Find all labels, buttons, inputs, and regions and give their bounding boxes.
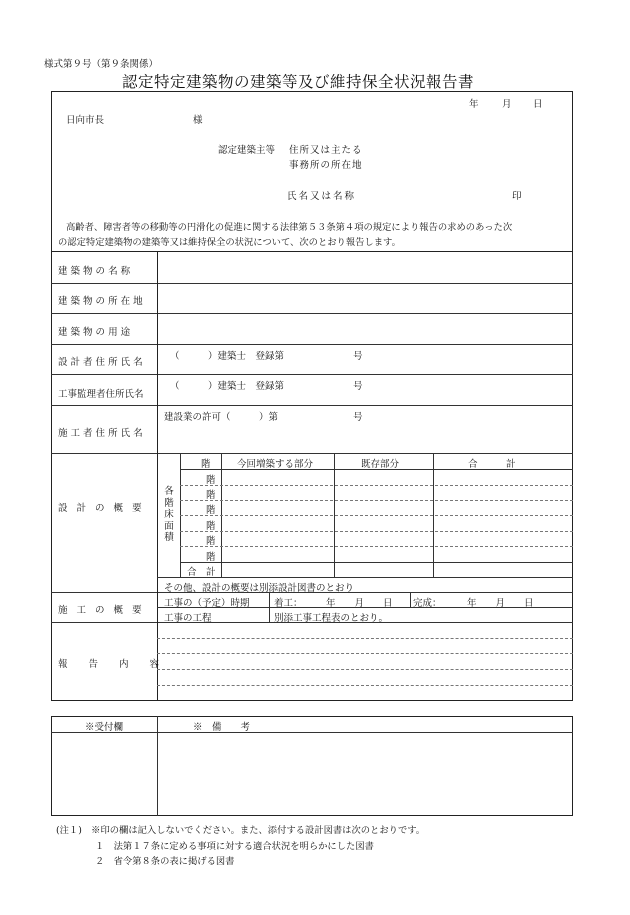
process-label: 工事の工程 [164,613,212,624]
floor-header-addition: 今回増築する部分 [237,459,314,470]
contractor-permit-number: 号 [353,412,363,423]
addressee-name: 日向市長 [66,115,105,126]
floor-row-suffix: 階 [206,475,216,486]
floor-row-suffix: 階 [206,536,216,547]
reception-label: ※受付欄 [85,722,124,733]
form-number: 様式第９号（第９条関係） [44,59,159,70]
seal-mark: 印 [512,191,522,202]
schedule-start-date: 年 月 日 [326,598,393,609]
remarks-label: ※ 備 考 [193,722,251,733]
intro-line2: の認定特定建築物の建築等又は維持保全の状況について、次のとおり報告します。 [58,237,401,248]
date-year: 年 [469,99,479,110]
floor-row-suffix: 階 [206,552,216,563]
floor-header-total: 合 計 [468,459,516,470]
label-supervisor: 工事監理者住所氏名 [58,389,144,400]
floor-header-existing: 既存部分 [361,459,400,470]
applicant-name-label: 氏名又は名称 [287,191,357,202]
schedule-label: 工事の（予定）時期 [164,598,250,609]
label-design-summary: 設 計 の 概 要 [58,503,145,514]
date-day: 日 [533,99,543,110]
label-building-name: 建 築 物 の 名 称 [58,266,131,277]
floor-row-suffix: 階 [206,505,216,516]
note-item-2: ２ 省令第８条の表に掲げる図書 [95,856,235,867]
floor-row-suffix: 階 [206,521,216,532]
supervisor-architect-reg: （ ）建築士 登録第 [170,381,285,392]
contractor-permit-label: 建設業の許可（ ）第 [164,412,279,423]
label-designer: 設 計 者 住 所 氏 名 [58,357,143,368]
page-title: 認定特定建築物の建築等及び維持保全状況報告書 [122,73,475,91]
floor-area-vertical-label: 各 階 床 面 積 [164,486,174,543]
reception-remarks-frame [51,716,573,816]
schedule-complete-date: 年 月 日 [467,598,534,609]
schedule-complete: 完成： [413,598,442,609]
floor-total-label: 合 計 [187,567,216,578]
applicant-address-line2: 事務所の所在地 [289,160,363,171]
note-item-1: １ 法第１７条に定める事項に対する適合状況を明らかにした図書 [95,841,374,852]
designer-reg-number: 号 [353,351,363,362]
designer-architect-reg: （ ）建築士 登録第 [170,351,285,362]
label-contractor: 施 工 者 住 所 氏 名 [58,428,143,439]
label-building-use: 建 築 物 の 用 途 [58,327,131,338]
applicant-address-line1: 住所又は主たる [289,145,363,156]
date-month: 月 [502,99,512,110]
label-construction-summary: 施 工 の 概 要 [58,605,145,616]
label-report-content: 報 告 内 容 [58,659,169,670]
design-note: その他、設計の概要は別添設計図書のとおり [164,583,355,594]
schedule-start: 着工： [274,598,303,609]
floor-row-suffix: 階 [206,490,216,501]
addressee-suffix: 様 [193,115,203,126]
intro-line1: 高齢者、障害者等の移動等の円滑化の促進に関する法律第５３条第４項の規定により報告の求めのあった次 [66,222,513,233]
floor-header-floor: 階 [201,459,211,470]
applicant-role: 認定建築主等 [218,145,276,156]
note-line: (注１) ※印の欄は記入しないでください。また、添付する設計図書は次のとおりです。 [56,825,426,836]
label-building-location: 建 築 物 の 所 在 地 [58,296,143,307]
supervisor-reg-number: 号 [353,381,363,392]
process-value: 別添工事工程表のとおり。 [274,613,389,624]
